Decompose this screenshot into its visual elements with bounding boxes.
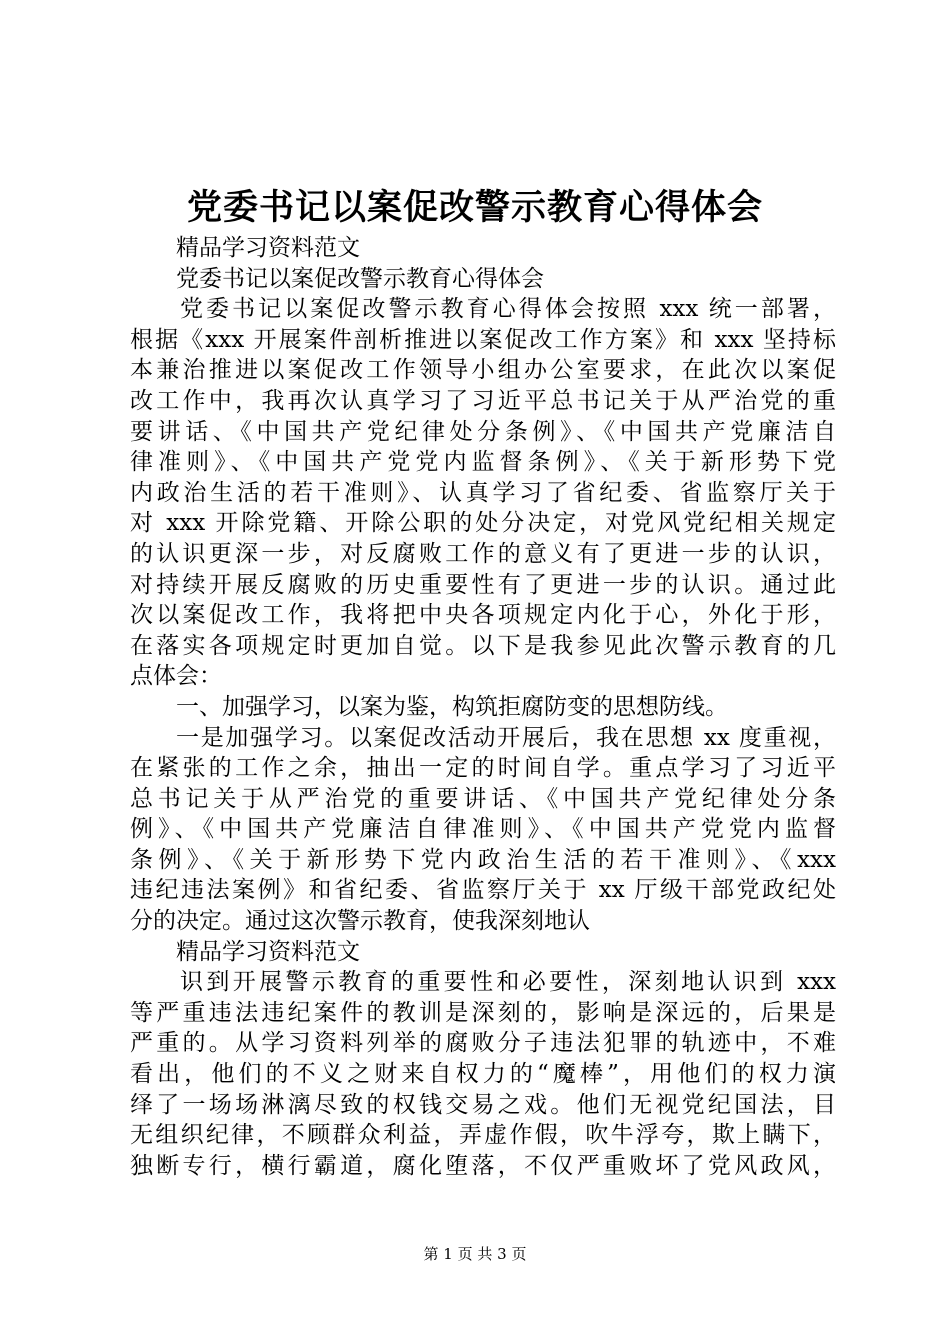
body-line: 违纪违法案例》和省纪委、省监察厅关于 xx 厅级干部党政纪处 bbox=[130, 877, 836, 904]
body-line: 独断专行，横行霸道，腐化堕落，不仅严重败坏了党风政风， bbox=[130, 1152, 836, 1179]
document-title: 党委书记以案促改警示教育心得体会 bbox=[186, 187, 763, 228]
body-line: 对持续开展反腐败的历史重要性有了更进一步的认识。通过此 bbox=[130, 571, 836, 598]
subtitle-line: 党委书记以案促改警示教育心得体会 bbox=[176, 265, 544, 292]
body-line: 无组织纪律，不顾群众利益，弄虚作假，吹牛浮夸，欺上瞒下， bbox=[130, 1122, 836, 1149]
watermark-line: 精品学习资料范文 bbox=[176, 938, 360, 965]
body-line: 改工作中，我再次认真学习了习近平总书记关于从严治党的重 bbox=[130, 387, 836, 414]
body-line: 一是加强学习。以案促改活动开展后，我在思想 xx 度重视， bbox=[176, 724, 836, 751]
watermark-line: 精品学习资料范文 bbox=[176, 235, 360, 261]
body-line: 根据《xxx 开展案件剖析推进以案促改工作方案》和 xxx 坚持标 bbox=[130, 326, 836, 353]
body-line: 次以案促改工作，我将把中央各项规定内化于心，外化于形， bbox=[130, 602, 836, 629]
body-line: 严重的。从学习资料列举的腐败分子违法犯罪的轨迹中，不难 bbox=[130, 1030, 836, 1057]
body-line: 条例》、《关于新形势下党内政治生活的若干准则》、《xxx bbox=[130, 846, 836, 873]
body-line: 点体会： bbox=[130, 663, 222, 690]
body-line: 例》、《中国共产党廉洁自律准则》、《中国共产党党内监督 bbox=[130, 816, 836, 843]
body-line: 本兼治推进以案促改工作领导小组办公室要求，在此次以案促 bbox=[130, 357, 836, 384]
body-line: 要讲话、《中国共产党纪律处分条例》、《中国共产党廉洁自 bbox=[130, 418, 836, 445]
body-line: 绎了一场场淋漓尽致的权钱交易之戏。他们无视党纪国法，目 bbox=[130, 1091, 836, 1118]
body-line: 律准则》、《中国共产党党内监督条例》、《关于新形势下党 bbox=[130, 449, 836, 476]
body-line: 对 xxx 开除党籍、开除公职的处分决定，对党风党纪相关规定 bbox=[130, 510, 836, 537]
body-line: 的认识更深一步，对反腐败工作的意义有了更进一步的认识， bbox=[130, 540, 836, 567]
body-line: 在落实各项规定时更加自觉。以下是我参见此次警示教育的几 bbox=[130, 632, 836, 659]
body-line: 等严重违法违纪案件的教训是深刻的，影响是深远的，后果是 bbox=[130, 999, 836, 1026]
page-number-footer: 第 1 页 共 3 页 bbox=[423, 1245, 527, 1263]
body-line: 识到开展警示教育的重要性和必要性，深刻地认识到 xxx bbox=[180, 969, 836, 996]
body-line: 党委书记以案促改警示教育心得体会按照 xxx 统一部署， bbox=[180, 296, 836, 323]
body-line: 分的决定。通过这次警示教育，使我深刻地认 bbox=[130, 908, 590, 935]
body-line: 看出，他们的不义之财来自权力的“魔棒”，用他们的权力演 bbox=[130, 1061, 836, 1088]
document-body bbox=[130, 233, 836, 1181]
body-line: 内政治生活的若干准则》、认真学习了省纪委、省监察厅关于 bbox=[130, 479, 836, 506]
body-line: 在紧张的工作之余，抽出一定的时间自学。重点学习了习近平 bbox=[130, 755, 836, 782]
body-line: 总书记关于从严治党的重要讲话、《中国共产党纪律处分条 bbox=[130, 785, 836, 812]
section-heading: 一、加强学习，以案为鉴，构筑拒腐防变的思想防线。 bbox=[176, 693, 728, 720]
